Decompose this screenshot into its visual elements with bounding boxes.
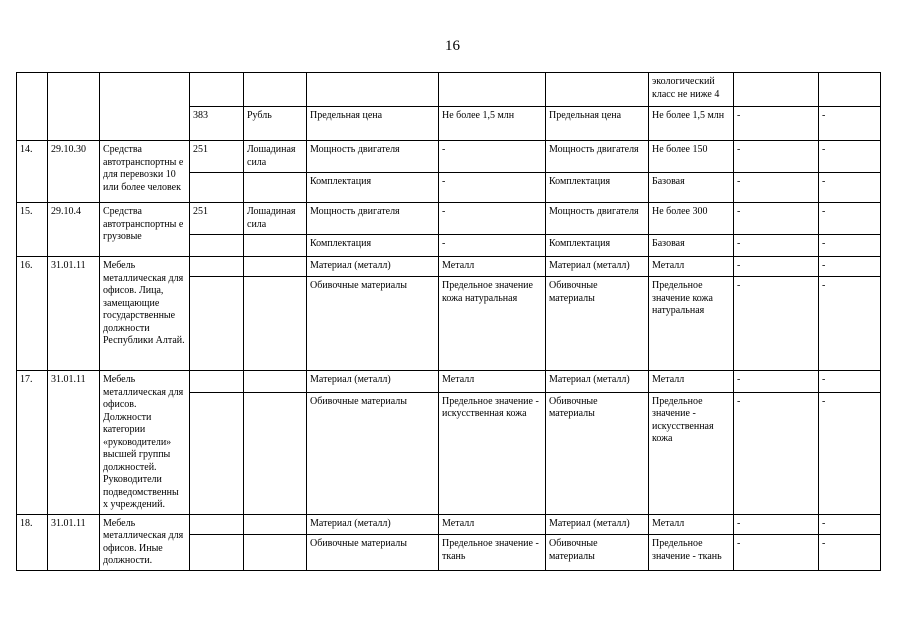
cell-value2: Базовая [649, 173, 734, 203]
cell-num: 17. [17, 371, 48, 515]
cell-code: 251 [190, 203, 244, 235]
cell-dash: - [819, 371, 881, 393]
table-row [17, 257, 881, 277]
cell-unit: Лошадиная сила [244, 203, 307, 235]
cell-characteristic: Обивочные материалы [307, 392, 439, 514]
cell-code [190, 73, 244, 107]
cell-unit [244, 235, 307, 257]
cell-name: Мебель металлическая для офисов. Иные должности. [100, 514, 190, 570]
cell-unit [244, 535, 307, 570]
cell-value [439, 73, 546, 107]
table-row [17, 141, 881, 173]
cell-characteristic2: Обивочные материалы [546, 277, 649, 371]
cell-code [190, 173, 244, 203]
cell-characteristic2: Предельная цена [546, 107, 649, 141]
cell-value: Предельное значение - ткань [439, 535, 546, 570]
cell-characteristic2: Обивочные материалы [546, 392, 649, 514]
cell-value: - [439, 173, 546, 203]
cell-dash: - [734, 392, 819, 514]
cell-value: Предельное значение кожа натуральная [439, 277, 546, 371]
cell-code [190, 514, 244, 535]
cell-characteristic: Комплектация [307, 235, 439, 257]
cell-dash: - [734, 235, 819, 257]
cell-dash: - [734, 535, 819, 570]
page-number: 16 [445, 38, 460, 54]
cell-unit [244, 392, 307, 514]
cell-characteristic2: Мощность двигателя [546, 203, 649, 235]
cell-value2: Металл [649, 514, 734, 535]
cell-unit [244, 514, 307, 535]
cell-code [190, 535, 244, 570]
cell-num: 15. [17, 203, 48, 257]
cell-characteristic2: Комплектация [546, 235, 649, 257]
cell-characteristic: Материал (металл) [307, 257, 439, 277]
cell-value2: Предельное значение - ткань [649, 535, 734, 570]
requirements-table [16, 72, 881, 571]
cell-name: Мебель металлическая для офисов. Лица, замещающие государственные должности Республики Алтай. [100, 257, 190, 371]
cell-unit [244, 73, 307, 107]
cell-value: Не более 1,5 млн [439, 107, 546, 141]
cell-name: Мебель металлическая для офисов. Должности категории «руководители» высшей группы должностей. Руководители подведомственны х учреждений. [100, 371, 190, 515]
cell-dash: - [734, 371, 819, 393]
cell-characteristic: Мощность двигателя [307, 203, 439, 235]
cell-dash: - [819, 514, 881, 535]
table-row [17, 514, 881, 535]
cell-dash [819, 73, 881, 107]
cell-unit [244, 277, 307, 371]
cell-code [190, 257, 244, 277]
cell-value2: Металл [649, 257, 734, 277]
cell-num [17, 73, 48, 141]
cell-characteristic2: Мощность двигателя [546, 141, 649, 173]
cell-value: - [439, 235, 546, 257]
cell-dash: - [819, 257, 881, 277]
cell-characteristic: Обивочные материалы [307, 277, 439, 371]
cell-value2: Металл [649, 371, 734, 393]
cell-dash: - [734, 514, 819, 535]
cell-dash: - [734, 141, 819, 173]
cell-characteristic: Обивочные материалы [307, 535, 439, 570]
cell-code [190, 371, 244, 393]
cell-dash [734, 73, 819, 107]
cell-characteristic2: Комплектация [546, 173, 649, 203]
cell-dash: - [819, 141, 881, 173]
cell-dash: - [819, 235, 881, 257]
cell-characteristic: Материал (металл) [307, 514, 439, 535]
cell-value: Предельное значение - искусственная кожа [439, 392, 546, 514]
cell-characteristic: Предельная цена [307, 107, 439, 141]
cell-dash: - [819, 173, 881, 203]
cell-unit: Рубль [244, 107, 307, 141]
cell-okpd: 29.10.4 [48, 203, 100, 257]
cell-code [190, 235, 244, 257]
cell-dash: - [819, 107, 881, 141]
cell-dash: - [734, 257, 819, 277]
cell-value: Металл [439, 257, 546, 277]
cell-dash: - [819, 392, 881, 514]
cell-okpd [48, 73, 100, 141]
cell-dash: - [734, 173, 819, 203]
cell-characteristic [307, 73, 439, 107]
cell-dash: - [734, 107, 819, 141]
cell-value: - [439, 203, 546, 235]
cell-code: 251 [190, 141, 244, 173]
cell-value: Металл [439, 371, 546, 393]
table-row [17, 203, 881, 235]
cell-characteristic2 [546, 73, 649, 107]
cell-value2: экологический класс не ниже 4 [649, 73, 734, 107]
cell-okpd: 31.01.11 [48, 371, 100, 515]
cell-value2: Предельное значение - искусственная кожа [649, 392, 734, 514]
cell-dash: - [734, 203, 819, 235]
cell-code [190, 277, 244, 371]
cell-characteristic: Материал (металл) [307, 371, 439, 393]
table-row [17, 371, 881, 393]
cell-okpd: 31.01.11 [48, 514, 100, 570]
cell-unit: Лошадиная сила [244, 141, 307, 173]
cell-characteristic2: Материал (металл) [546, 371, 649, 393]
cell-code [190, 392, 244, 514]
cell-unit [244, 257, 307, 277]
cell-okpd: 29.10.30 [48, 141, 100, 203]
cell-value2: Предельное значение кожа натуральная [649, 277, 734, 371]
cell-dash: - [819, 203, 881, 235]
cell-characteristic: Комплектация [307, 173, 439, 203]
cell-value: - [439, 141, 546, 173]
table-row [17, 73, 881, 107]
cell-okpd: 31.01.11 [48, 257, 100, 371]
cell-value2: Не более 1,5 млн [649, 107, 734, 141]
cell-unit [244, 371, 307, 393]
cell-value2: Не более 300 [649, 203, 734, 235]
cell-characteristic2: Материал (металл) [546, 514, 649, 535]
cell-characteristic2: Материал (металл) [546, 257, 649, 277]
cell-value2: Не более 150 [649, 141, 734, 173]
cell-unit [244, 173, 307, 203]
cell-num: 14. [17, 141, 48, 203]
cell-value: Металл [439, 514, 546, 535]
cell-dash: - [819, 277, 881, 371]
cell-name: Средства автотранспортны е для перевозки 10 или более человек [100, 141, 190, 203]
cell-characteristic2: Обивочные материалы [546, 535, 649, 570]
cell-dash: - [819, 535, 881, 570]
cell-name [100, 73, 190, 141]
cell-num: 18. [17, 514, 48, 570]
cell-num: 16. [17, 257, 48, 371]
cell-dash: - [734, 277, 819, 371]
cell-characteristic: Мощность двигателя [307, 141, 439, 173]
cell-name: Средства автотранспортны е грузовые [100, 203, 190, 257]
cell-code: 383 [190, 107, 244, 141]
cell-value2: Базовая [649, 235, 734, 257]
